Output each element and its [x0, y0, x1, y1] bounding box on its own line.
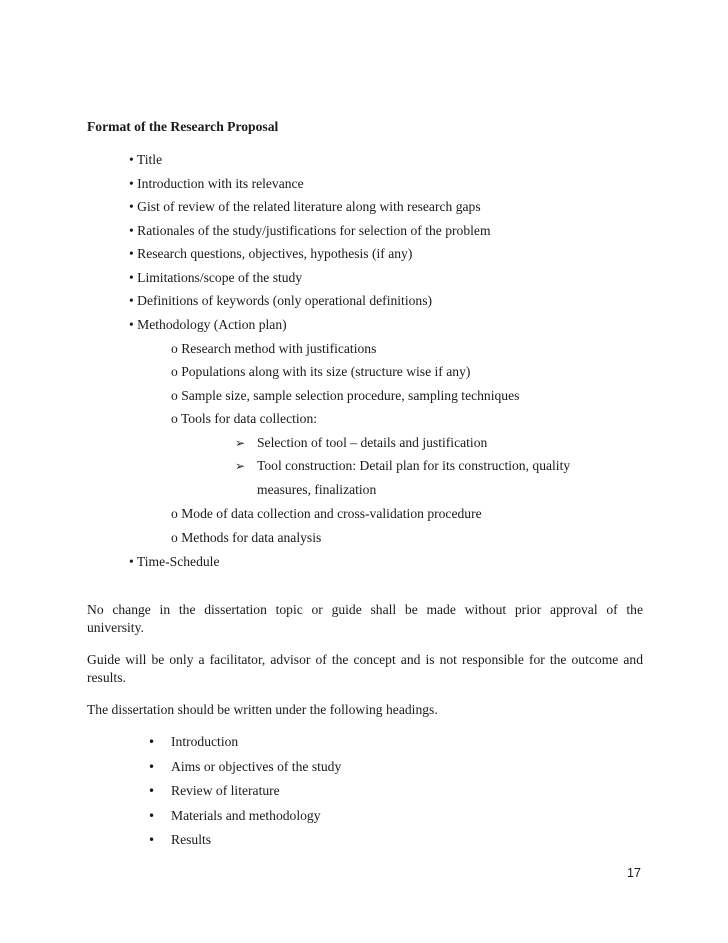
paragraph-no-change-line1: No change in the dissertation topic or guide shall be made without prior approval of the: [87, 602, 643, 617]
sub-item-populations: o Populations along with its size (structure wise if any): [171, 364, 471, 379]
page-number: 17: [627, 866, 641, 880]
sub-item-tools: o Tools for data collection:: [171, 411, 318, 426]
heading-list-item-text: Review of literature: [171, 783, 280, 798]
heading-list-item: [148, 808, 321, 824]
paragraph-no-change-line2: university.: [87, 620, 144, 635]
list-item-questions: • Research questions, objectives, hypothesis (if any): [129, 246, 413, 261]
sub-item-sample-size: o Sample size, sample selection procedure, sampling techniques: [171, 388, 520, 403]
list-item-introduction: • Introduction with its relevance: [129, 176, 304, 191]
list-item-methodology: • Methodology (Action plan): [129, 317, 287, 332]
bullet-icon: •: [148, 784, 156, 798]
list-item-gist: • Gist of review of the related literature along with research gaps: [129, 199, 481, 214]
paragraph-headings-intro: The dissertation should be written under the following headings.: [87, 702, 438, 717]
arrow-bullet-icon: ➢: [235, 459, 246, 473]
list-item-time-schedule: • Time-Schedule: [129, 554, 220, 569]
paragraph-guide-line2: results.: [87, 670, 126, 685]
heading-list-item: [148, 783, 280, 799]
heading-list-item-text: Aims or objectives of the study: [171, 759, 342, 774]
heading-list-item: [148, 759, 341, 775]
heading-list-item-text: Introduction: [171, 734, 239, 749]
sub-sub-item-tool-construction: [235, 458, 570, 474]
sub-item-research-method: o Research method with justifications: [171, 341, 377, 356]
heading-list-item: [148, 734, 238, 750]
arrow-bullet-icon: ➢: [235, 436, 246, 450]
section-heading: Format of the Research Proposal: [87, 119, 279, 134]
list-item-title: • Title: [129, 152, 163, 167]
list-item-limitations: • Limitations/scope of the study: [129, 270, 303, 285]
sub-item-methods-analysis: o Methods for data analysis: [171, 530, 322, 545]
sub-sub-item-text: Tool construction: Detail plan for its construction, quality: [257, 458, 571, 473]
bullet-icon: •: [148, 760, 156, 774]
list-item-rationales: • Rationales of the study/justifications for selection of the problem: [129, 223, 491, 238]
list-item-definitions: • Definitions of keywords (only operational definitions): [129, 293, 433, 308]
sub-sub-item-selection-of-tool: [235, 435, 487, 451]
bullet-icon: •: [148, 735, 156, 749]
heading-list-item-text: Results: [171, 832, 212, 847]
paragraph-guide-line1: Guide will be only a facilitator, advisor of the concept and is not responsible for the outcome and: [87, 652, 643, 667]
sub-sub-item-text: Selection of tool – details and justification: [257, 435, 488, 450]
sub-item-mode-of-collection: o Mode of data collection and cross-validation procedure: [171, 506, 482, 521]
sub-sub-item-continuation: measures, finalization: [257, 482, 377, 497]
heading-list-item: [148, 832, 211, 848]
heading-list-item-text: Materials and methodology: [171, 808, 321, 823]
bullet-icon: •: [148, 809, 156, 823]
bullet-icon: •: [148, 833, 156, 847]
